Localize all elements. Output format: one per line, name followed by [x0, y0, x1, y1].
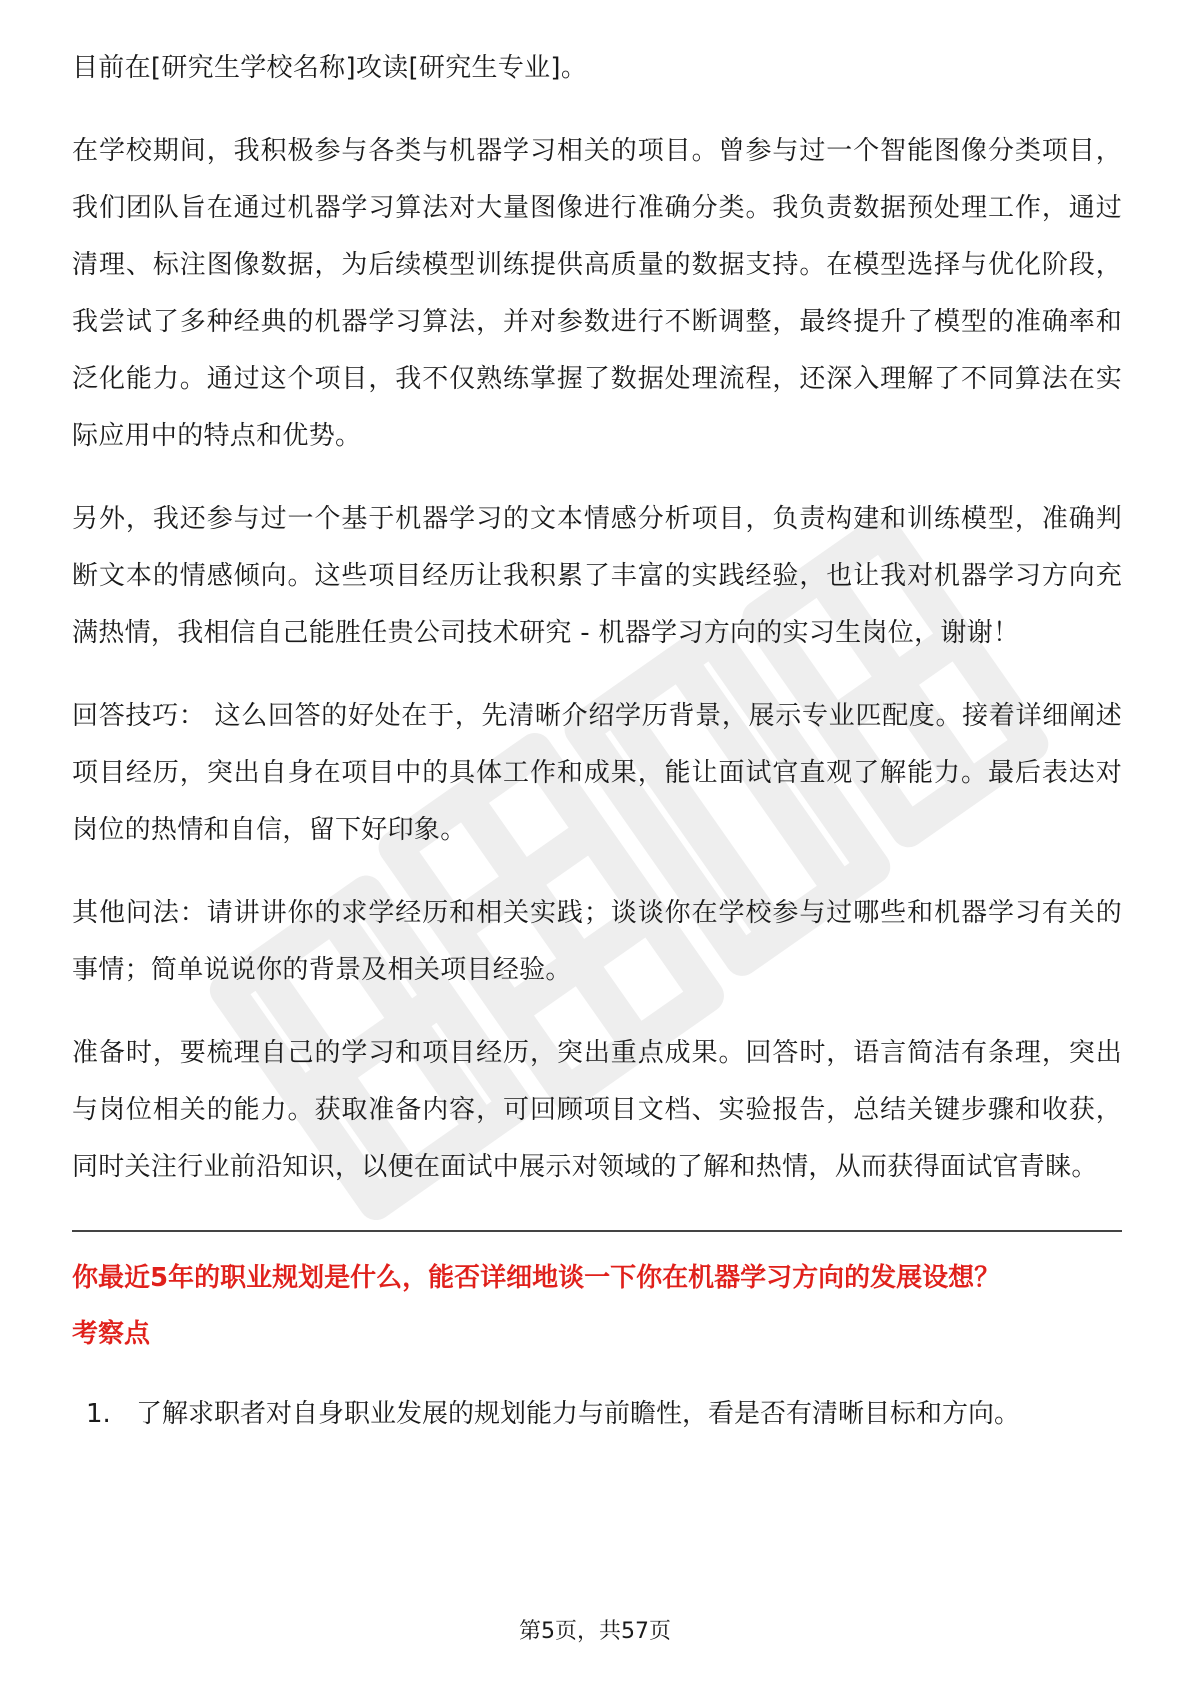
paragraph-image-project: 在学校期间，我积极参与各类与机器学习相关的项目。曾参与过一个智能图像分类项目，我们团队旨在通过机器学习算法对大量图像进行准确分类。我负责数据预处理工作，通过清理、标注图像数据，为后续模型训练提供高质量的数据支持。在模型选择与优化阶段，我尝试了多种经典的机器学习算法，并对参数进行不断调整，最终提升了模型的准确率和泛化能力。通过这个项目，我不仅熟练掌握了数据处理流程，还深入理解了不同算法在实际应用中的特点和优势。	[72, 136, 1122, 451]
section-label: 考察点	[72, 1319, 151, 1349]
list-item-text: 了解求职者对自身职业发展的规划能力与前瞻性，看是否有清晰目标和方向。	[136, 1399, 1021, 1429]
paragraph-preparation: 准备时，要梳理自己的学习和项目经历，突出重点成果。回答时，语言简洁有条理，突出与岗位相关的能力。获取准备内容，可回顾项目文档、实验报告，总结关键步骤和收获，同时关注行业前沿知识，以便在面试中展示对领域的了解和热情，从而获得面试官青睐。	[72, 1038, 1122, 1182]
question-heading: 你最近5年的职业规划是什么，能否详细地谈一下你在机器学习方向的发展设想？	[72, 1263, 1001, 1293]
paragraph-answer-tips: 回答技巧： 这么回答的好处在于，先清晰介绍学历背景，展示专业匹配度。接着详细阐述项目经历，突出自身在项目中的具体工作和成果，能让面试官直观了解能力。最后表达对岗位的热情和自信，留下好印象。	[72, 701, 1122, 845]
paragraph-text-project: 另外，我还参与过一个基于机器学习的文本情感分析项目，负责构建和训练模型，准确判断文本的情感倾向。这些项目经历让我积累了丰富的实践经验，也让我对机器学习方向充满热情，我相信自己能胜任贵公司技术研究 - 机器学习方向的实习生岗位，谢谢！	[72, 504, 1122, 648]
list-item	[72, 1386, 1122, 1442]
section-divider	[72, 1230, 1122, 1232]
paragraph-education: 目前在[研究生学校名称]攻读[研究生专业]。	[72, 53, 588, 83]
list-item-number: 1.	[86, 1399, 111, 1429]
assessment-list	[72, 1386, 1122, 1442]
paragraph-other-questions: 其他问法：请讲讲你的求学经历和相关实践；谈谈你在学校参与过哪些和机器学习有关的事情；简单说说你的背景及相关项目经验。	[72, 898, 1122, 985]
document-page	[72, 40, 1122, 1442]
page-footer: 第5页，共57页	[519, 1619, 671, 1644]
